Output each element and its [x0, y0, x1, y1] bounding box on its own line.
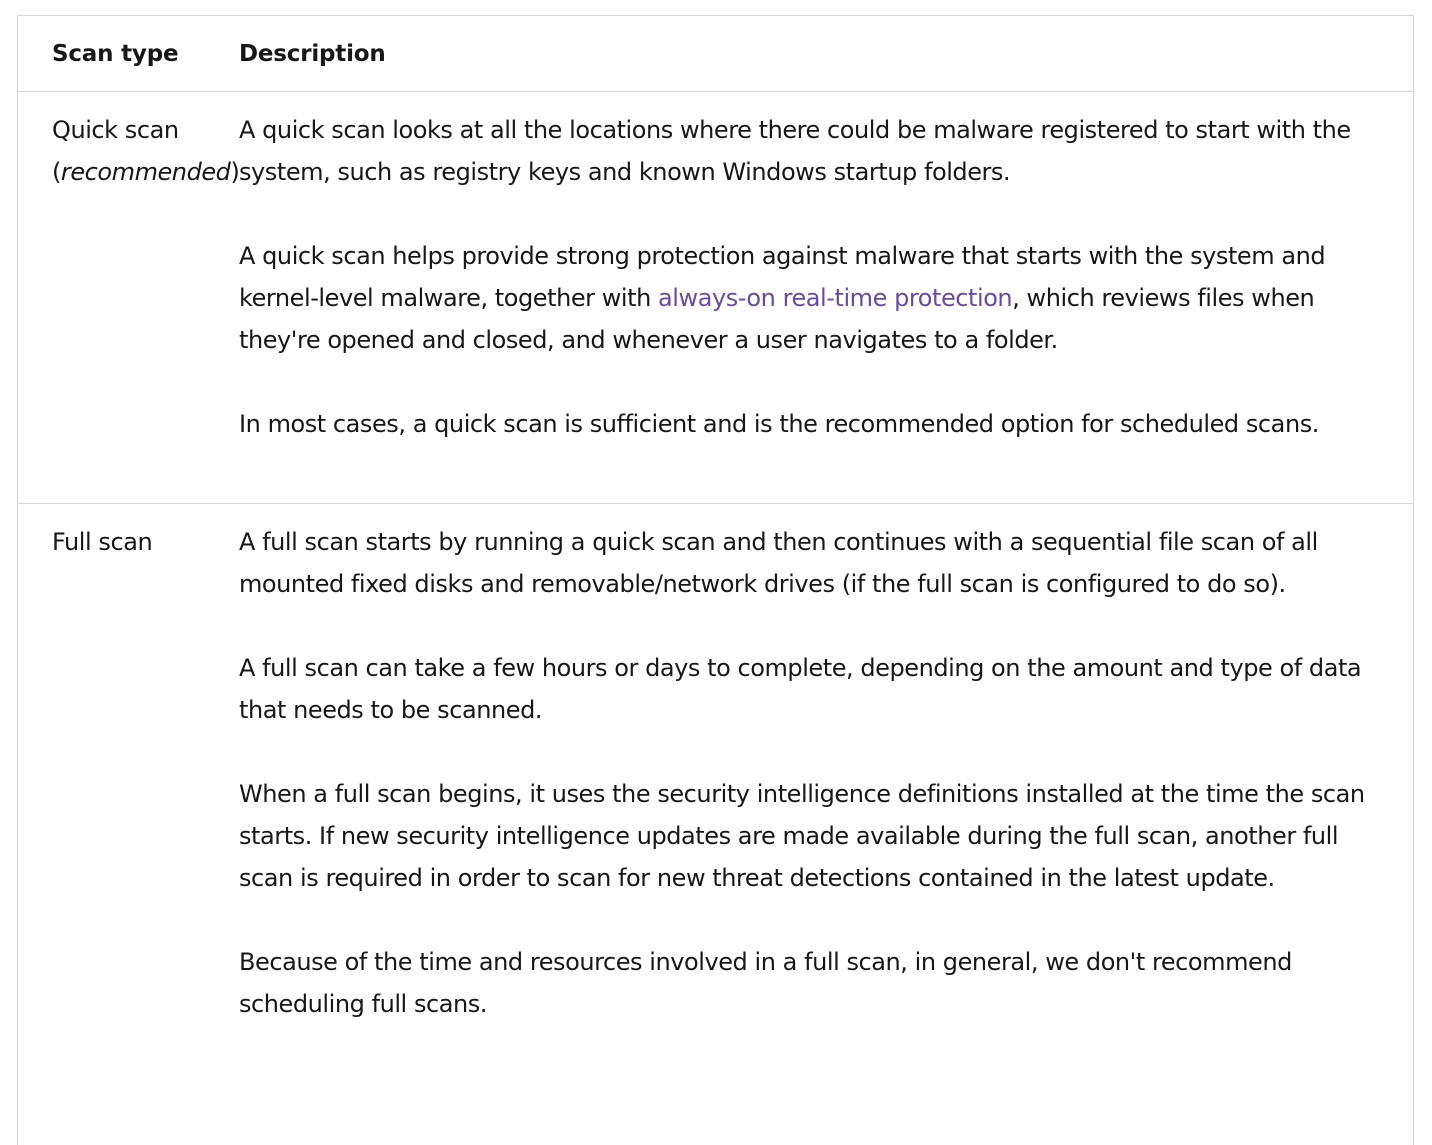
full-scan-paragraph-2: A full scan can take a few hours or days to complete, depending on the amount and type of data that needs to be scanned.	[239, 654, 1362, 724]
header-scan-type: Scan type	[52, 41, 179, 67]
header-description: Description	[239, 41, 386, 67]
quick-scan-paragraph-2-before: A quick scan helps provide strong protection against malware that starts with the system and kernel-level malware, together with	[239, 242, 1326, 312]
table-row-quick-scan	[18, 92, 1413, 504]
quick-scan-paragraph-2-after: , which reviews files when they're opened and closed, and whenever a user navigates to a folder.	[239, 284, 1315, 354]
full-scan-paragraph-1: A full scan starts by running a quick scan and then continues with a sequential file scan of all mounted fixed disks and removable/network drives (if the full scan is configured to do so).	[239, 528, 1318, 598]
scan-types-table	[17, 15, 1414, 1145]
recommended-note-open: (	[52, 158, 61, 186]
full-scan-type-cell	[18, 504, 239, 1025]
quick-scan-type-cell	[18, 92, 239, 503]
recommended-note-close: )	[230, 158, 240, 186]
quick-scan-paragraph-1: A quick scan looks at all the locations where there could be malware registered to start with the system, such as registry keys and known Windows startup folders.	[239, 116, 1351, 186]
full-scan-paragraph-3: When a full scan begins, it uses the security intelligence definitions installed at the time the scan starts. If new security intelligence updates are made available during the full scan, another full scan is required in order to scan for new threat detections contained in the latest update.	[239, 780, 1365, 892]
full-scan-description-cell	[239, 504, 1413, 1025]
full-scan-label: Full scan	[52, 528, 153, 556]
full-scan-paragraph-4: Because of the time and resources involved in a full scan, in general, we don't recommend scheduling full scans.	[239, 948, 1292, 1018]
quick-scan-paragraph-2	[239, 235, 1395, 361]
table-row-full-scan	[18, 504, 1413, 1025]
table-header-row	[18, 16, 1413, 92]
recommended-note: recommended	[60, 158, 231, 186]
real-time-protection-link[interactable]: always-on real-time protection	[658, 284, 1013, 312]
quick-scan-label: Quick scan	[52, 116, 179, 144]
quick-scan-description-cell	[239, 92, 1413, 503]
quick-scan-paragraph-3: In most cases, a quick scan is sufficient and is the recommended option for scheduled scans.	[239, 410, 1319, 438]
